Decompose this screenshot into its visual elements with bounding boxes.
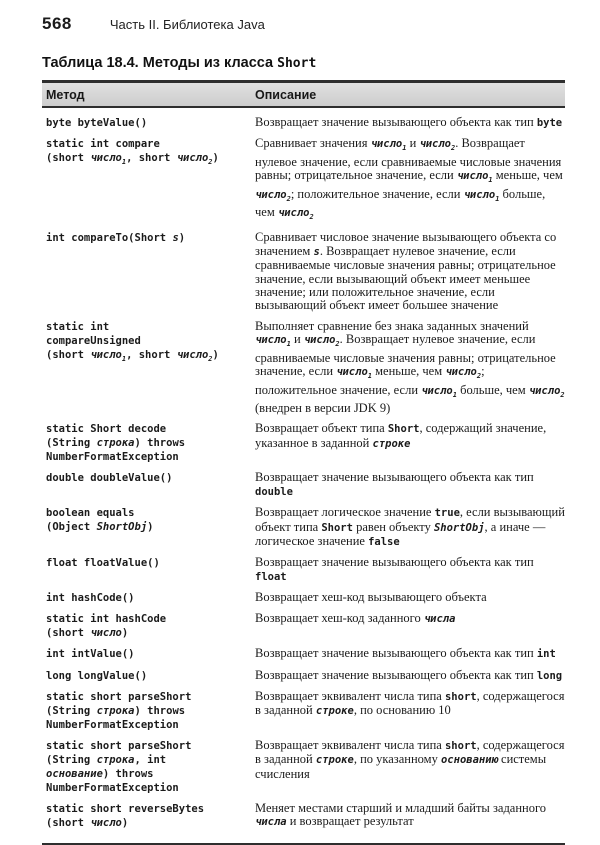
table-title-classname: Short	[277, 56, 317, 71]
table-row	[42, 137, 565, 224]
table-body	[42, 108, 565, 843]
description-cell: Возвращает значение вызывающего объекта как тип long	[255, 667, 563, 682]
method-cell: boolean equals (Object ShortObj)	[46, 507, 154, 534]
table-row	[42, 320, 565, 415]
description-cell: Возвращает эквивалент числа типа short, содержащегося в заданной строке, по основанию 10	[255, 688, 565, 718]
method-cell: static int compare (short число$_1$, short число$_2$)	[46, 138, 219, 167]
method-cell: int compareTo(Short s)	[46, 232, 186, 245]
description-cell: Меняет местами старший и младший байты заданного числа и возвращает результат	[255, 800, 547, 829]
chapter-title: Часть II. Библиотека Java	[109, 17, 265, 32]
method-cell: static short parseShort (String строка, int основание) throws NumberFormatException	[46, 739, 192, 794]
method-cell: int hashCode()	[46, 592, 135, 605]
description-cell: Возвращает эквивалент числа типа short, содержащегося в заданной строке, по указанному основанию системы счисления	[255, 737, 565, 781]
table-row	[42, 471, 565, 499]
table-row	[42, 802, 565, 830]
description-cell: Возвращает хеш-код заданного числа	[255, 611, 456, 626]
method-cell: static short reverseBytes (short число)	[46, 802, 205, 829]
column-header-method: Метод	[46, 88, 85, 102]
page-number: 568	[42, 14, 72, 33]
table-header-row	[42, 83, 565, 108]
method-cell: int intValue()	[46, 648, 135, 661]
methods-table	[42, 80, 565, 845]
description-cell: Возвращает значение вызывающего объекта как тип float	[255, 555, 534, 583]
table-row	[42, 231, 565, 312]
table-row	[42, 422, 565, 464]
description-cell: Сравнивает числовое значение вызывающего объекта со значением s. Возвращает нулевое значение, если сравниваемые числовые значения равны; отрицательное значение, если вызывающий объект имеет меньшее значение; или положительное значение, если вызывающий объект имеет большее значение	[255, 230, 557, 313]
running-head	[42, 14, 565, 34]
method-cell: static short parseShort (String строка) throws NumberFormatException	[46, 690, 192, 731]
table-row	[42, 690, 565, 732]
table-title-text: Таблица 18.4. Методы из класса	[42, 55, 278, 71]
method-cell: double doubleValue()	[46, 472, 173, 485]
description-cell: Возвращает объект типа Short, содержащий значение, указанное в заданной строке	[255, 421, 547, 450]
description-cell: Возвращает логическое значение true, если вызывающий объект типа Short равен объекту ShortObj, а иначе — логическое значение false	[255, 505, 565, 548]
description-cell: Возвращает значение вызывающего объекта как тип double	[255, 470, 534, 498]
method-cell: static int compareUnsigned (short число$_1$, short число$_2$)	[46, 320, 219, 363]
description-cell: Возвращает значение вызывающего объекта как тип int	[255, 646, 556, 661]
table-row	[42, 116, 565, 130]
method-cell: static int hashCode (short число)	[46, 613, 167, 640]
table-row	[42, 739, 565, 795]
method-cell: long longValue()	[46, 669, 148, 682]
column-header-description: Описание	[255, 88, 317, 102]
method-cell: byte byteValue()	[46, 117, 148, 129]
table-row	[42, 506, 565, 549]
table-row	[42, 669, 565, 683]
description-cell: Выполняет сравнение без знака заданных значений число$_1$ и число$_2$. Возвращает нулевое значение, если сравниваемые числовые значения равны; отрицательное значение, если число$_1$ меньше, чем число$_2$; положительное значение, если число$_1$ больше, чем число$_2$ (внедрен в версии JDK 9)	[255, 318, 565, 415]
method-cell: float floatValue()	[46, 557, 160, 570]
table-row	[42, 647, 565, 661]
table-row	[42, 591, 565, 605]
description-cell: Сравнивает значения число$_1$ и число$_2$. Возвращает нулевое значение, если сравниваемые числовые значения равны; отрицательное значение, если число$_1$ меньше, чем число$_2$; положительное значение, если число$_1$ больше, чем число$_2$	[255, 136, 563, 222]
method-cell: static Short decode (String строка) throws NumberFormatException	[46, 423, 186, 464]
table-row	[42, 556, 565, 584]
description-cell: Возвращает хеш-код вызывающего объекта	[255, 590, 487, 605]
table-title	[42, 55, 565, 71]
description-cell: Возвращает значение вызывающего объекта как тип byte	[255, 115, 563, 129]
table-row	[42, 612, 565, 640]
